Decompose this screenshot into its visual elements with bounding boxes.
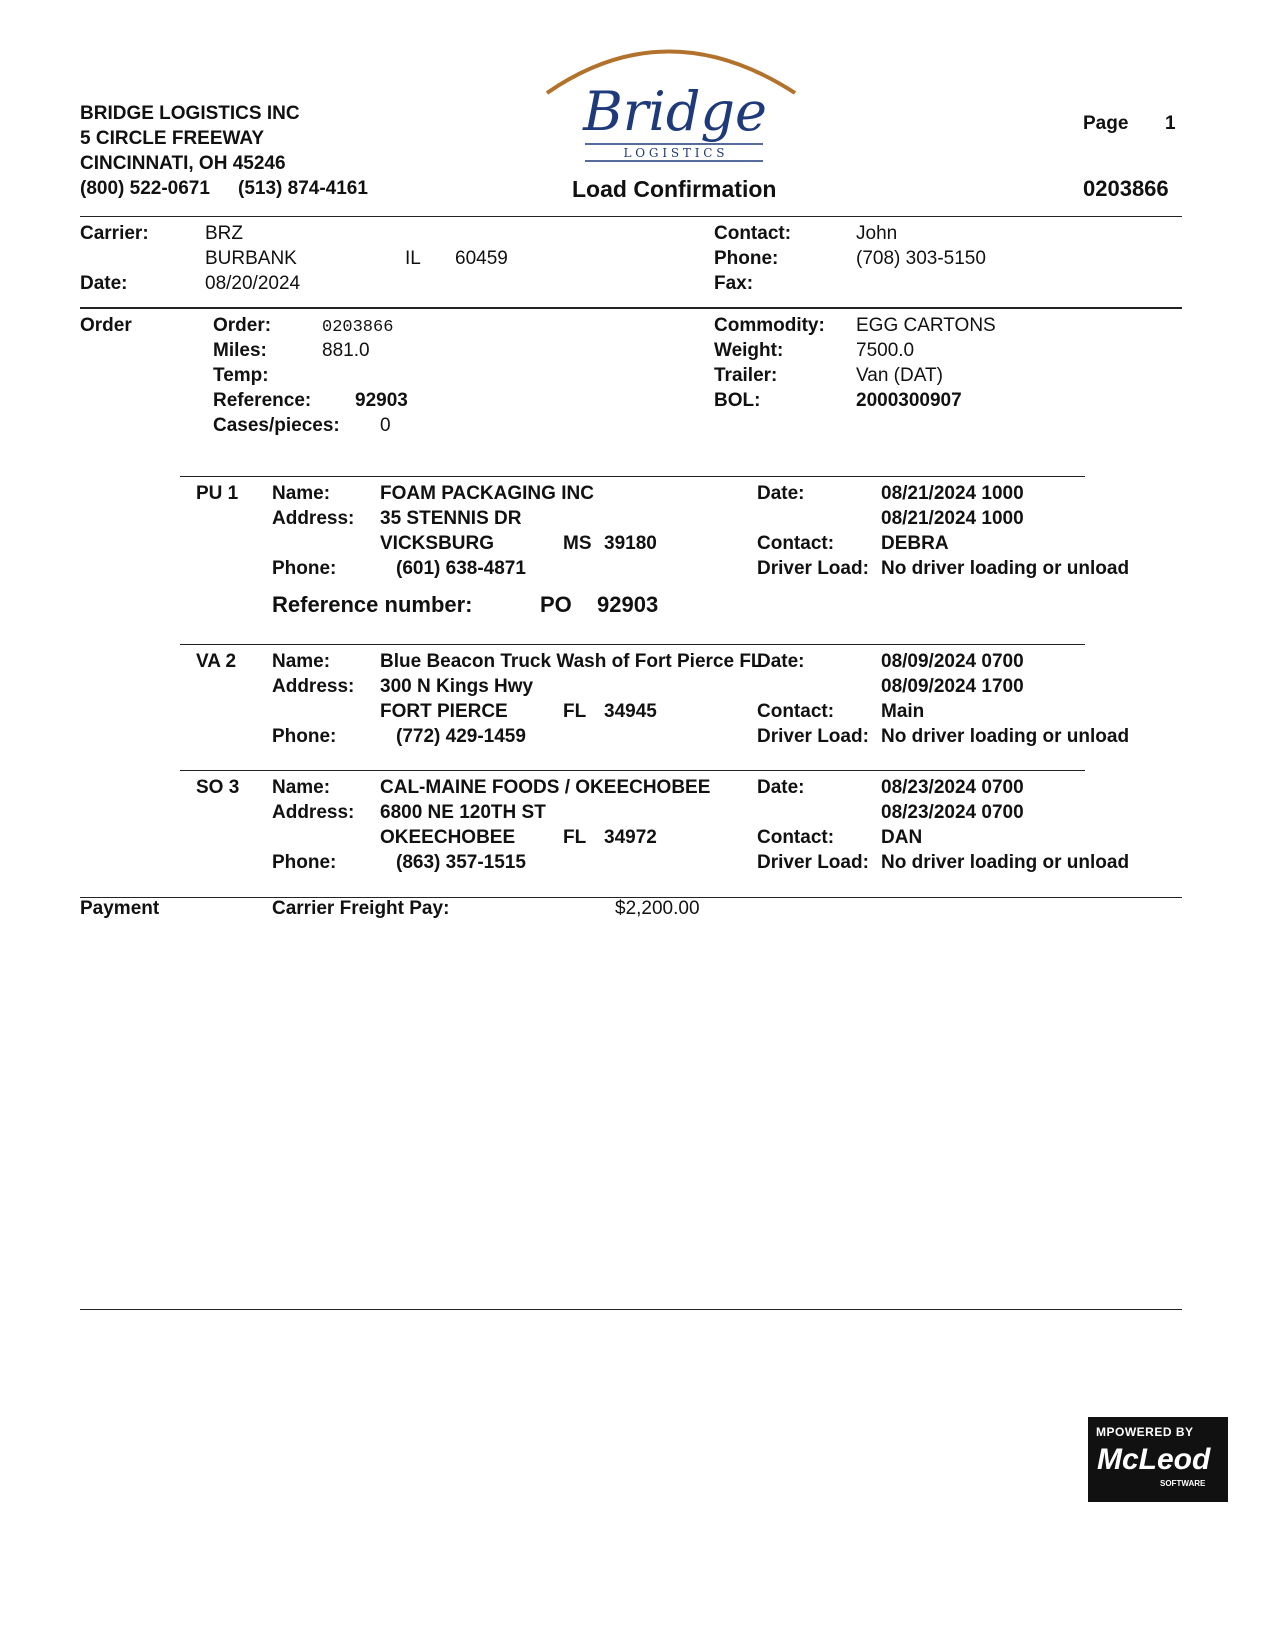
order-number: 0203866 [322, 318, 394, 337]
document-title: Load Confirmation [572, 176, 777, 202]
stop-date-end: 08/09/2024 1700 [881, 676, 1024, 697]
company-name: BRIDGE LOGISTICS INC [80, 103, 300, 124]
stop-contact: DEBRA [881, 533, 949, 554]
stop-date-start: 08/21/2024 1000 [881, 483, 1024, 504]
bol-value: 2000300907 [856, 390, 962, 411]
stop-name: FOAM PACKAGING INC [380, 483, 594, 504]
stop-driver-load-label: Driver Load: [757, 558, 869, 579]
stop-driver-load: No driver loading or unload [881, 558, 1130, 579]
page-label: Page [1083, 113, 1129, 134]
stop-contact-label: Contact: [757, 827, 835, 848]
stop-code: SO 3 [196, 777, 240, 798]
stop-phone: (772) 429-1459 [396, 726, 526, 747]
carrier-fax-label: Fax: [714, 273, 754, 294]
stop-contact-label: Contact: [757, 533, 835, 554]
logo-subtitle: L O G I S T I C S [623, 146, 725, 160]
stop-address-label: Address: [272, 676, 355, 697]
carrier-zip: 60459 [455, 248, 508, 269]
mcleod-badge [1088, 1417, 1228, 1502]
header-divider [80, 216, 1182, 217]
stop-address-label: Address: [272, 508, 355, 529]
commodity-value: EGG CARTONS [856, 315, 996, 336]
stop-name: Blue Beacon Truck Wash of Fort Pierce FL [380, 651, 763, 672]
carrier-freight-pay-label: Carrier Freight Pay: [272, 898, 450, 919]
carrier-phone: (708) 303-5150 [856, 248, 986, 269]
stop-phone-label: Phone: [272, 558, 337, 579]
stop-address-label: Address: [272, 802, 355, 823]
stop-phone: (601) 638-4871 [396, 558, 526, 579]
carrier-label: Carrier: [80, 223, 149, 244]
bridge-logistics-logo [545, 35, 805, 170]
stop-divider [180, 476, 1085, 477]
company-street: 5 CIRCLE FREEWAY [80, 128, 265, 149]
order-section-label: Order [80, 315, 132, 336]
stop-city: OKEECHOBEE [380, 827, 516, 848]
miles-value: 881.0 [322, 340, 370, 361]
stop-phone-label: Phone: [272, 726, 337, 747]
stop-date-end: 08/21/2024 1000 [881, 508, 1024, 529]
stop-state: FL [563, 701, 587, 722]
carrier-divider [80, 307, 1182, 309]
weight-label: Weight: [714, 340, 784, 361]
company-phone-2: (513) 874-4161 [238, 178, 368, 199]
badge-brand: McLeod [1097, 1443, 1211, 1476]
document-number: 0203866 [1083, 176, 1169, 201]
stop-date-label: Date: [757, 483, 805, 504]
stop-date-start: 08/23/2024 0700 [881, 777, 1024, 798]
carrier-code: BRZ [205, 223, 243, 244]
carrier-freight-pay-amount: $2,200.00 [615, 898, 700, 919]
stop-address: 35 STENNIS DR [380, 508, 522, 529]
stop-driver-load-label: Driver Load: [757, 852, 869, 873]
bol-label: BOL: [714, 390, 761, 411]
stop-zip: 34945 [604, 701, 657, 722]
stop-zip: 39180 [604, 533, 657, 554]
payment-label: Payment [80, 898, 160, 919]
carrier-date: 08/20/2024 [205, 273, 301, 294]
stop-address: 300 N Kings Hwy [380, 676, 534, 697]
reference-label: Reference: [213, 390, 312, 411]
stop-state: FL [563, 827, 587, 848]
stop-zip: 34972 [604, 827, 657, 848]
page-number: 1 [1165, 113, 1176, 134]
stop-divider [180, 644, 1085, 645]
logo-word: Bridge [583, 80, 767, 143]
carrier-date-label: Date: [80, 273, 128, 294]
stop-name-label: Name: [272, 651, 331, 672]
stop-divider [180, 770, 1085, 771]
stop-driver-load: No driver loading or unload [881, 726, 1130, 747]
stop-contact: Main [881, 701, 925, 722]
commodity-label: Commodity: [714, 315, 825, 336]
stop-date-label: Date: [757, 651, 805, 672]
order-label: Order: [213, 315, 272, 336]
carrier-phone-label: Phone: [714, 248, 779, 269]
stop-contact: DAN [881, 827, 923, 848]
stop-city: FORT PIERCE [380, 701, 508, 722]
stop-code: PU 1 [196, 483, 239, 504]
stop-driver-load-label: Driver Load: [757, 726, 869, 747]
stop-phone: (863) 357-1515 [396, 852, 526, 873]
stop-date-end: 08/23/2024 0700 [881, 802, 1024, 823]
company-phone-1: (800) 522-0671 [80, 178, 210, 199]
carrier-contact: John [856, 223, 898, 244]
weight-value: 7500.0 [856, 340, 915, 361]
stop-name-label: Name: [272, 483, 331, 504]
carrier-city: BURBANK [205, 248, 297, 269]
company-city: CINCINNATI, OH 45246 [80, 153, 286, 174]
stop-driver-load: No driver loading or unload [881, 852, 1130, 873]
reference-number-value: 92903 [597, 592, 659, 617]
stop-state: MS [563, 533, 592, 554]
footer-divider [80, 1309, 1182, 1310]
stop-code: VA 2 [196, 651, 237, 672]
reference-number-label: Reference number: [272, 592, 473, 617]
trailer-label: Trailer: [714, 365, 778, 386]
stop-address: 6800 NE 120TH ST [380, 802, 546, 823]
stop-date-label: Date: [757, 777, 805, 798]
reference-value: 92903 [355, 390, 408, 411]
carrier-contact-label: Contact: [714, 223, 792, 244]
stop-contact-label: Contact: [757, 701, 835, 722]
reference-number-type: PO [540, 592, 572, 617]
stop-date-start: 08/09/2024 0700 [881, 651, 1024, 672]
temp-label: Temp: [213, 365, 269, 386]
trailer-value: Van (DAT) [856, 365, 943, 386]
miles-label: Miles: [213, 340, 267, 361]
stop-phone-label: Phone: [272, 852, 337, 873]
cases-label: Cases/pieces: [213, 415, 340, 436]
carrier-state: IL [405, 248, 421, 269]
stop-name-label: Name: [272, 777, 331, 798]
badge-software: SOFTWARE [1160, 1479, 1206, 1488]
badge-powered-by: MPOWERED BY [1096, 1425, 1194, 1439]
stop-city: VICKSBURG [380, 533, 495, 554]
stop-name: CAL-MAINE FOODS / OKEECHOBEE [380, 777, 711, 798]
cases-value: 0 [380, 415, 391, 436]
